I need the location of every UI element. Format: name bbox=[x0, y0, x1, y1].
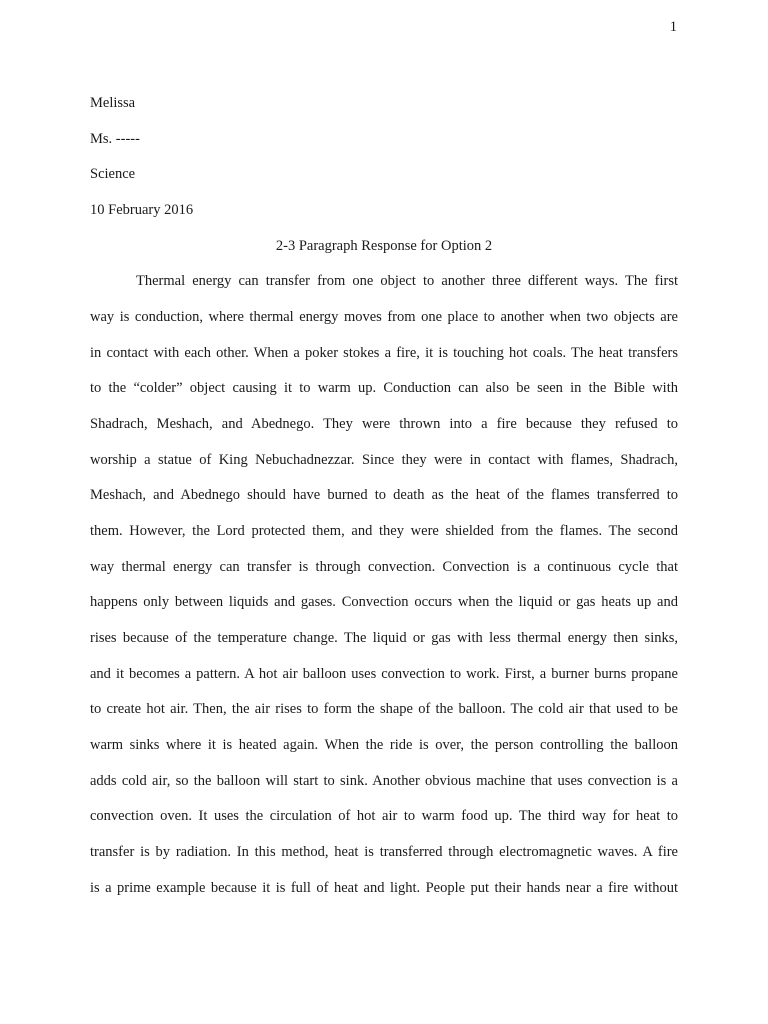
teacher-name: Ms. ----- bbox=[90, 131, 140, 147]
body-line: to the “colder” object causing it to warm up. Conduction can also be seen in the Bible with bbox=[90, 380, 678, 396]
body-line: warm sinks where it is heated again. When the ride is over, the person controlling the balloon bbox=[90, 737, 678, 753]
body-line: Thermal energy can transfer from one object to another three different ways. The first bbox=[136, 273, 678, 289]
body-line: worship a statue of King Nebuchadnezzar. Since they were in contact with flames, Shadrach, bbox=[90, 452, 678, 468]
body-line: convection oven. It uses the circulation of hot air to warm food up. The third way for heat to bbox=[90, 808, 678, 824]
body-line: transfer is by radiation. In this method, heat is transferred through electromagnetic waves. A fire bbox=[90, 844, 678, 860]
body-line: Meshach, and Abednego should have burned to death as the heat of the flames transferred to bbox=[90, 487, 678, 503]
page-number: 1 bbox=[669, 19, 677, 35]
body-line: them. However, the Lord protected them, and they were shielded from the flames. The second bbox=[90, 523, 678, 539]
student-name: Melissa bbox=[90, 95, 136, 111]
body-line: happens only between liquids and gases. Convection occurs when the liquid or gas heats up and bbox=[90, 594, 678, 610]
body-line: way thermal energy can transfer is through convection. Convection is a continuous cycle that bbox=[90, 559, 678, 575]
body-line: to create hot air. Then, the air rises to form the shape of the balloon. The cold air that used to be bbox=[90, 701, 678, 717]
date-line: 10 February 2016 bbox=[90, 202, 194, 218]
essay-title: 2-3 Paragraph Response for Option 2 bbox=[275, 238, 493, 254]
body-line: in contact with each other. When a poker stokes a fire, it is touching hot coals. The heat transfers bbox=[90, 345, 678, 361]
body-line: rises because of the temperature change. The liquid or gas with less thermal energy then sinks, bbox=[90, 630, 678, 646]
body-line: adds cold air, so the balloon will start to sink. Another obvious machine that uses convection is a bbox=[90, 773, 678, 789]
subject-name: Science bbox=[90, 166, 136, 182]
body-line: way is conduction, where thermal energy moves from one place to another when two objects are bbox=[90, 309, 678, 325]
body-line: and it becomes a pattern. A hot air balloon uses convection to work. First, a burner burns propane bbox=[90, 666, 678, 682]
body-line: Shadrach, Meshach, and Abednego. They were thrown into a fire because they refused to bbox=[90, 416, 678, 432]
body-line: is a prime example because it is full of heat and light. People put their hands near a fire without bbox=[90, 880, 678, 896]
